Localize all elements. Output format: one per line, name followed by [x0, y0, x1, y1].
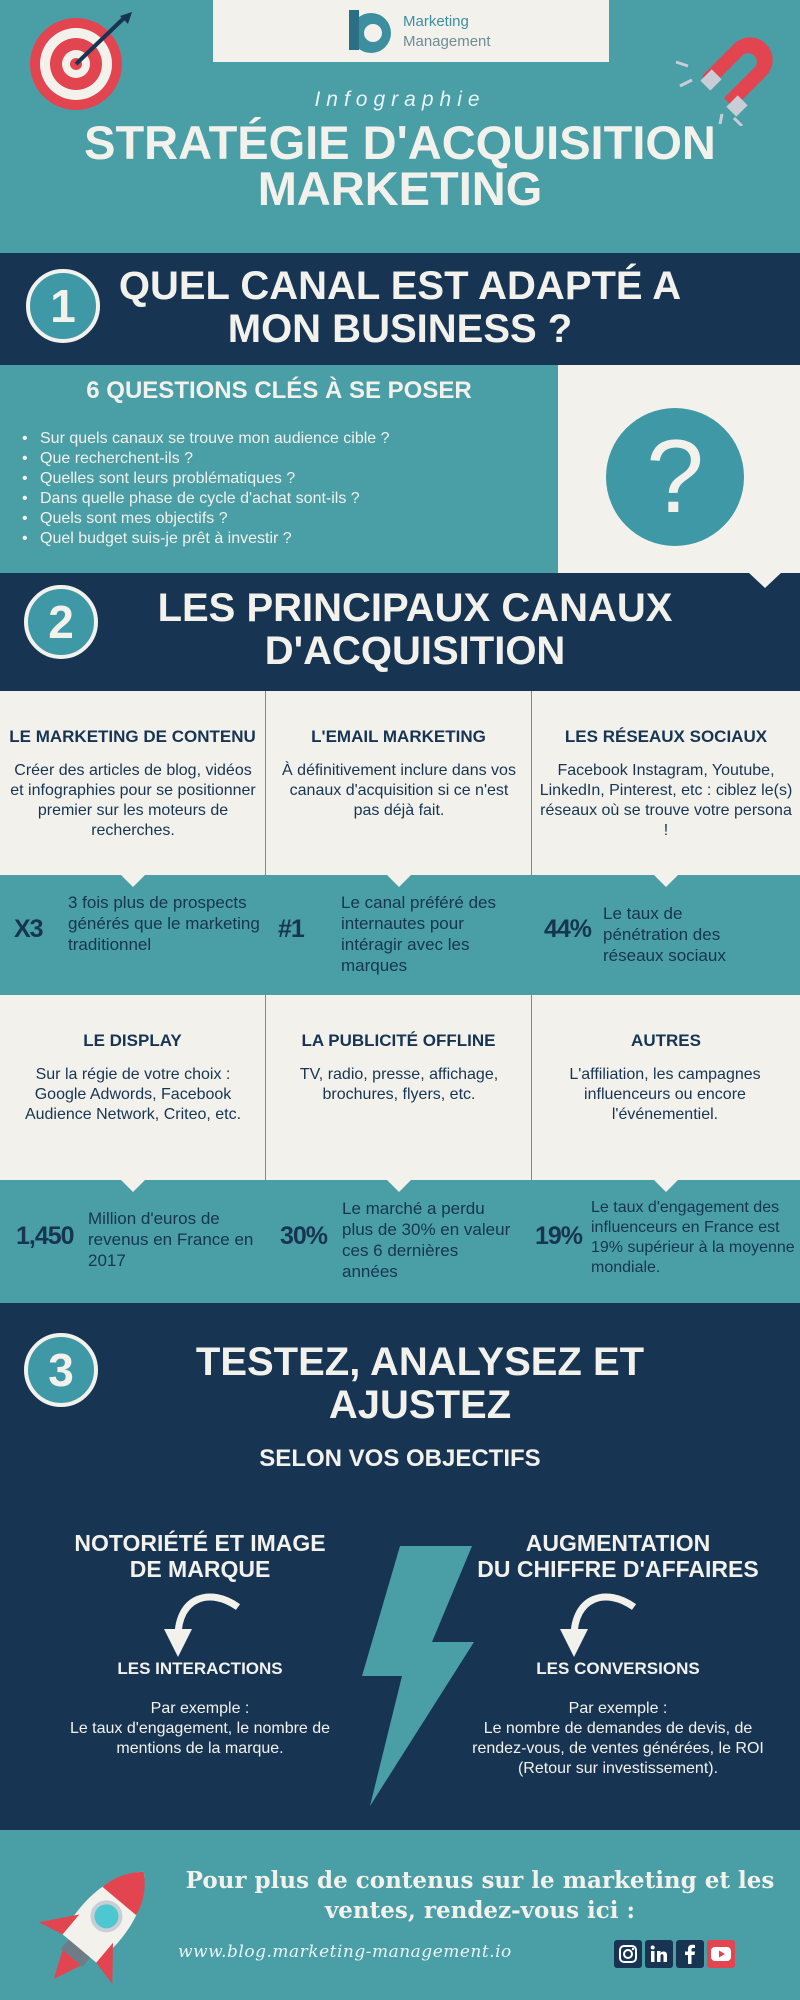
- logo-icon: [343, 8, 395, 54]
- questions-panel: [0, 365, 558, 573]
- channel-title: LA PUBLICITÉ OFFLINE: [301, 1031, 496, 1050]
- question-mark-panel: [558, 365, 800, 573]
- channel-description: L'affiliation, les campagnes influenceurs ou encore l'événementiel.: [569, 1066, 761, 1123]
- questions-notch: [748, 572, 782, 588]
- stat-value: 1,450: [16, 1222, 74, 1250]
- channel-card-others: [532, 995, 800, 1180]
- section-2-number-text: 2: [48, 596, 74, 648]
- footer-link[interactable]: www.blog.marketing-management.io: [178, 1942, 512, 1962]
- header: [0, 0, 800, 253]
- facebook-icon[interactable]: [676, 1940, 704, 1968]
- stat-text: Million d'euros de revenus en France en 2017: [88, 1209, 254, 1270]
- channel-card-display: [0, 995, 266, 1180]
- stat-value: #1: [278, 915, 304, 943]
- question-item: • Sur quels canaux se trouve mon audience cible ?: [22, 429, 390, 449]
- brand-line1: Marketing: [403, 13, 469, 30]
- stats-row-2: [0, 1180, 800, 1303]
- question-item: • Que recherchent-ils ?: [22, 449, 390, 469]
- channel-title: AUTRES: [631, 1031, 701, 1050]
- stat-text: 3 fois plus de prospects générés que le marketing traditionnel: [68, 893, 260, 954]
- objective-brand-title-line2: DE MARQUE: [129, 1556, 271, 1582]
- section-1-title-line2: MON BUSINESS ?: [227, 307, 573, 351]
- brand-name: [403, 12, 491, 52]
- section-3-number: [24, 1333, 98, 1407]
- instagram-icon[interactable]: [614, 1940, 642, 1968]
- curved-arrow-icon: [160, 1593, 240, 1661]
- objective-revenue-intro: Par exemple :: [568, 1700, 668, 1717]
- linkedin-glyph: [645, 1940, 673, 1968]
- brand-line2: Management: [403, 33, 491, 50]
- section-3-subtitle: SELON VOS OBJECTIFS: [259, 1445, 541, 1472]
- objective-revenue-label: LES CONVERSIONS: [536, 1659, 700, 1678]
- section-1-number: [26, 269, 100, 343]
- section-2-title-line2: D'ACQUISITION: [264, 629, 566, 673]
- stat-value: 44%: [544, 915, 592, 943]
- question-item: • Dans quelle phase de cycle d'achat sont-ils ?: [22, 489, 390, 509]
- channel-description: Facebook Instagram, Youtube, LinkedIn, Pinterest, etc : ciblez le(s) réseaux où se trouve votre persona !: [539, 762, 793, 839]
- objective-brand-title: [40, 1530, 360, 1582]
- channel-description: À définitivement inclure dans vos canaux d'acquisition si ce n'est pas déjà fait.: [282, 762, 516, 819]
- page-title-line2: MARKETING: [257, 162, 543, 215]
- channel-card-social: [532, 691, 800, 875]
- section-3: [0, 1303, 800, 1830]
- youtube-icon[interactable]: [707, 1940, 735, 1968]
- stat-text: Le canal préféré des internautes pour intéragir avec les marques: [341, 893, 496, 975]
- objective-revenue-body: Le nombre de demandes de devis, de rendez-vous, de ventes générées, le ROI (Retour sur investissement).: [472, 1720, 764, 1777]
- facebook-glyph: [676, 1940, 704, 1968]
- section-2-title: [120, 587, 710, 673]
- channel-card-email: [266, 691, 532, 875]
- objective-brand-label: LES INTERACTIONS: [117, 1659, 283, 1678]
- objective-brand-intro: Par exemple :: [150, 1700, 250, 1717]
- channel-title: LE DISPLAY: [83, 1031, 182, 1050]
- section-2-header: [0, 573, 800, 691]
- brand-logo[interactable]: [213, 0, 609, 62]
- objective-revenue-title: [460, 1530, 776, 1582]
- questions-list: [22, 429, 390, 549]
- curved-arrow-icon: [556, 1593, 636, 1661]
- card-notch: [654, 1180, 678, 1192]
- page-title-line1: STRATÉGIE D'ACQUISITION: [84, 116, 716, 169]
- channel-title: LE MARKETING DE CONTENU: [9, 727, 256, 746]
- page-title: [0, 116, 800, 215]
- question-mark-glyph: ?: [646, 419, 704, 535]
- card-notch: [387, 1180, 411, 1192]
- objective-revenue-title-line1: AUGMENTATION: [525, 1530, 711, 1556]
- footer-message: Pour plus de contenus sur le marketing et les ventes, rendez-vous ici :: [185, 1867, 775, 1924]
- question-item: • Quels sont mes objectifs ?: [22, 509, 390, 529]
- channels-row-2: [0, 995, 800, 1180]
- section-3-number-text: 3: [48, 1344, 74, 1396]
- section-1-number-text: 1: [50, 280, 76, 332]
- stat-text: Le taux de pénétration des réseaux sociaux: [603, 904, 726, 965]
- stat-text: Le marché a perdu plus de 30% en valeur ces 6 dernières années: [342, 1199, 511, 1281]
- question-mark-icon: [606, 408, 744, 546]
- rocket-icon: [30, 1852, 170, 1997]
- card-notch: [121, 1180, 145, 1192]
- section-1-header: [0, 253, 800, 365]
- stat-value: 30%: [280, 1222, 328, 1250]
- card-notch: [654, 875, 678, 887]
- objective-revenue-title-line2: DU CHIFFRE D'AFFAIRES: [477, 1556, 759, 1582]
- channel-card-offline: [266, 995, 532, 1180]
- instagram-glyph: [614, 1940, 642, 1968]
- stat-value: X3: [14, 915, 43, 943]
- youtube-glyph: [707, 1940, 735, 1968]
- objective-brand-title-line1: NOTORIÉTÉ ET IMAGE: [74, 1530, 326, 1556]
- channel-title: LES RÉSEAUX SOCIAUX: [564, 727, 768, 746]
- lightning-bolt-icon: [362, 1546, 474, 1806]
- footer: [0, 1830, 800, 2000]
- question-item: • Quel budget suis-je prêt à investir ?: [22, 529, 390, 549]
- card-notch: [121, 875, 145, 887]
- channels-row-1: [0, 691, 800, 875]
- stat-text: Le taux d'engagement des influenceurs en France est 19% supérieur à la moyenne mondiale.: [591, 1199, 795, 1276]
- section-3-title-line1: TESTEZ, ANALYSEZ ET: [195, 1340, 645, 1384]
- channel-title: L'EMAIL MARKETING: [311, 727, 486, 746]
- section-1-title-line1: QUEL CANAL EST ADAPTÉ A: [118, 264, 682, 308]
- linkedin-icon[interactable]: [645, 1940, 673, 1968]
- channel-card-content-marketing: [0, 691, 266, 875]
- stat-value: 19%: [535, 1222, 583, 1250]
- objective-brand-body: Le taux d'engagement, le nombre de mentions de la marque.: [69, 1720, 331, 1757]
- channel-description: TV, radio, presse, affichage, brochures, flyers, etc.: [299, 1066, 499, 1103]
- question-item: • Quelles sont leurs problématiques ?: [22, 469, 390, 489]
- card-notch: [387, 875, 411, 887]
- tagline: Infographie: [314, 88, 486, 111]
- section-3-title-line2: AJUSTEZ: [328, 1383, 512, 1427]
- section-1-title: [110, 265, 690, 351]
- section-2-number: [24, 585, 98, 659]
- channel-description: Sur la régie de votre choix : Google Adwords, Facebook Audience Network, Criteo, etc.: [24, 1066, 242, 1123]
- section-2-title-line1: LES PRINCIPAUX CANAUX: [157, 586, 673, 630]
- questions-title: 6 QUESTIONS CLÉS À SE POSER: [86, 377, 472, 404]
- section-3-title: [130, 1341, 710, 1427]
- stats-row-1: [0, 875, 800, 995]
- channel-description: Créer des articles de blog, vidéos et infographies pour se positionner premier sur les moteurs de recherches.: [10, 762, 256, 839]
